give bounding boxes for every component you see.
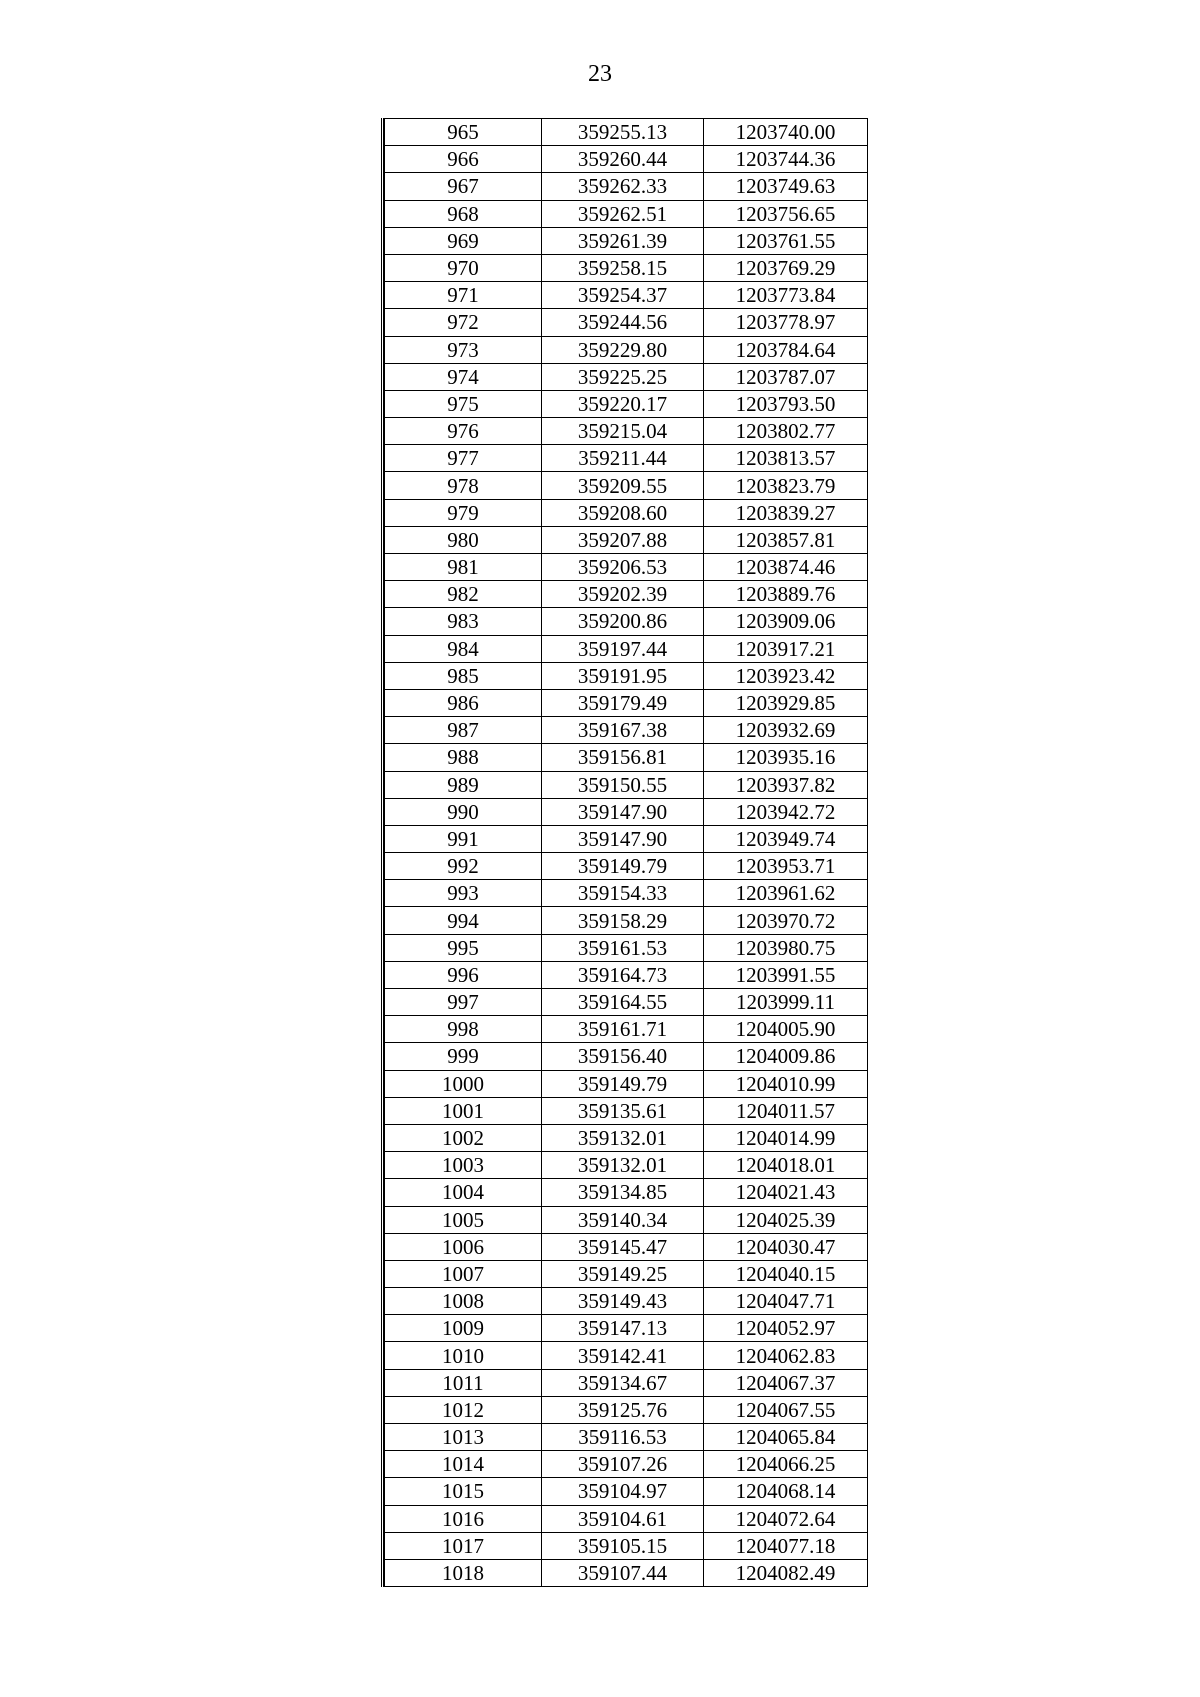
point-number-cell: 993 [385,880,542,907]
point-number-cell: 969 [385,227,542,254]
coordinates-table [384,118,868,1587]
x-coordinate-cell: 359145.47 [542,1233,704,1260]
x-coordinate-cell: 359107.26 [542,1451,704,1478]
x-coordinate-cell: 359150.55 [542,771,704,798]
y-coordinate-cell: 1203961.62 [704,880,868,907]
x-coordinate-cell: 359107.44 [542,1559,704,1586]
y-coordinate-cell: 1204005.90 [704,1016,868,1043]
y-coordinate-cell: 1203980.75 [704,934,868,961]
point-number-cell: 1017 [385,1532,542,1559]
x-coordinate-cell: 359254.37 [542,282,704,309]
y-coordinate-cell: 1203784.64 [704,336,868,363]
table-row [385,907,868,934]
coordinates-table-container [381,118,868,1587]
table-row [385,662,868,689]
point-number-cell: 1006 [385,1233,542,1260]
x-coordinate-cell: 359164.73 [542,961,704,988]
page-number: 23 [588,61,612,87]
point-number-cell: 980 [385,526,542,553]
table-row [385,1532,868,1559]
x-coordinate-cell: 359149.79 [542,1070,704,1097]
x-coordinate-cell: 359262.51 [542,200,704,227]
x-coordinate-cell: 359105.15 [542,1532,704,1559]
point-number-cell: 977 [385,445,542,472]
point-number-cell: 1012 [385,1396,542,1423]
point-number-cell: 1002 [385,1124,542,1151]
point-number-cell: 989 [385,771,542,798]
x-coordinate-cell: 359154.33 [542,880,704,907]
table-row [385,1152,868,1179]
x-coordinate-cell: 359229.80 [542,336,704,363]
point-number-cell: 999 [385,1043,542,1070]
y-coordinate-cell: 1203874.46 [704,554,868,581]
point-number-cell: 970 [385,254,542,281]
point-number-cell: 972 [385,309,542,336]
y-coordinate-cell: 1204040.15 [704,1260,868,1287]
table-row [385,798,868,825]
y-coordinate-cell: 1203999.11 [704,989,868,1016]
x-coordinate-cell: 359147.90 [542,798,704,825]
y-coordinate-cell: 1203769.29 [704,254,868,281]
y-coordinate-cell: 1204068.14 [704,1478,868,1505]
point-number-cell: 1005 [385,1206,542,1233]
table-row [385,635,868,662]
y-coordinate-cell: 1203793.50 [704,390,868,417]
y-coordinate-cell: 1203839.27 [704,499,868,526]
x-coordinate-cell: 359149.79 [542,853,704,880]
table-row [385,336,868,363]
table-row [385,146,868,173]
y-coordinate-cell: 1203740.00 [704,119,868,146]
point-number-cell: 983 [385,608,542,635]
x-coordinate-cell: 359156.40 [542,1043,704,1070]
x-coordinate-cell: 359104.61 [542,1505,704,1532]
y-coordinate-cell: 1203942.72 [704,798,868,825]
y-coordinate-cell: 1203773.84 [704,282,868,309]
y-coordinate-cell: 1204014.99 [704,1124,868,1151]
point-number-cell: 1001 [385,1097,542,1124]
table-row [385,309,868,336]
point-number-cell: 1008 [385,1288,542,1315]
point-number-cell: 971 [385,282,542,309]
x-coordinate-cell: 359208.60 [542,499,704,526]
y-coordinate-cell: 1203909.06 [704,608,868,635]
table-row [385,472,868,499]
x-coordinate-cell: 359191.95 [542,662,704,689]
point-number-cell: 974 [385,363,542,390]
y-coordinate-cell: 1204047.71 [704,1288,868,1315]
x-coordinate-cell: 359125.76 [542,1396,704,1423]
point-number-cell: 991 [385,825,542,852]
table-row [385,254,868,281]
table-row [385,1070,868,1097]
x-coordinate-cell: 359116.53 [542,1424,704,1451]
table-row [385,853,868,880]
x-coordinate-cell: 359260.44 [542,146,704,173]
x-coordinate-cell: 359147.90 [542,825,704,852]
table-row [385,1288,868,1315]
table-row [385,363,868,390]
x-coordinate-cell: 359179.49 [542,689,704,716]
table-row [385,200,868,227]
y-coordinate-cell: 1204072.64 [704,1505,868,1532]
table-row [385,554,868,581]
x-coordinate-cell: 359132.01 [542,1152,704,1179]
point-number-cell: 1000 [385,1070,542,1097]
table-row [385,989,868,1016]
point-number-cell: 973 [385,336,542,363]
table-row [385,1396,868,1423]
y-coordinate-cell: 1204025.39 [704,1206,868,1233]
y-coordinate-cell: 1203970.72 [704,907,868,934]
point-number-cell: 997 [385,989,542,1016]
y-coordinate-cell: 1203761.55 [704,227,868,254]
table-row [385,1478,868,1505]
y-coordinate-cell: 1203756.65 [704,200,868,227]
point-number-cell: 1014 [385,1451,542,1478]
coordinates-table-body [385,119,868,1587]
x-coordinate-cell: 359135.61 [542,1097,704,1124]
y-coordinate-cell: 1204066.25 [704,1451,868,1478]
table-row [385,173,868,200]
point-number-cell: 988 [385,744,542,771]
point-number-cell: 998 [385,1016,542,1043]
x-coordinate-cell: 359261.39 [542,227,704,254]
x-coordinate-cell: 359156.81 [542,744,704,771]
point-number-cell: 1003 [385,1152,542,1179]
point-number-cell: 1011 [385,1369,542,1396]
x-coordinate-cell: 359209.55 [542,472,704,499]
table-row [385,1097,868,1124]
table-row [385,282,868,309]
y-coordinate-cell: 1203787.07 [704,363,868,390]
x-coordinate-cell: 359134.67 [542,1369,704,1396]
x-coordinate-cell: 359220.17 [542,390,704,417]
x-coordinate-cell: 359215.04 [542,418,704,445]
y-coordinate-cell: 1203923.42 [704,662,868,689]
point-number-cell: 990 [385,798,542,825]
y-coordinate-cell: 1204082.49 [704,1559,868,1586]
table-row [385,1206,868,1233]
point-number-cell: 1015 [385,1478,542,1505]
table-row [385,1233,868,1260]
x-coordinate-cell: 359161.53 [542,934,704,961]
table-row [385,1369,868,1396]
y-coordinate-cell: 1204009.86 [704,1043,868,1070]
y-coordinate-cell: 1204010.99 [704,1070,868,1097]
point-number-cell: 992 [385,853,542,880]
table-row [385,418,868,445]
x-coordinate-cell: 359225.25 [542,363,704,390]
x-coordinate-cell: 359258.15 [542,254,704,281]
x-coordinate-cell: 359147.13 [542,1315,704,1342]
x-coordinate-cell: 359200.86 [542,608,704,635]
point-number-cell: 1018 [385,1559,542,1586]
table-row [385,717,868,744]
table-row [385,880,868,907]
table-row [385,1124,868,1151]
y-coordinate-cell: 1203932.69 [704,717,868,744]
point-number-cell: 967 [385,173,542,200]
y-coordinate-cell: 1204062.83 [704,1342,868,1369]
table-row [385,526,868,553]
x-coordinate-cell: 359140.34 [542,1206,704,1233]
point-number-cell: 979 [385,499,542,526]
y-coordinate-cell: 1203778.97 [704,309,868,336]
table-row [385,961,868,988]
table-row [385,1559,868,1586]
x-coordinate-cell: 359161.71 [542,1016,704,1043]
table-row [385,1260,868,1287]
table-row [385,1179,868,1206]
y-coordinate-cell: 1204067.37 [704,1369,868,1396]
table-row [385,934,868,961]
point-number-cell: 976 [385,418,542,445]
table-row [385,825,868,852]
x-coordinate-cell: 359211.44 [542,445,704,472]
point-number-cell: 975 [385,390,542,417]
point-number-cell: 996 [385,961,542,988]
point-number-cell: 965 [385,119,542,146]
table-row [385,608,868,635]
x-coordinate-cell: 359244.56 [542,309,704,336]
y-coordinate-cell: 1203935.16 [704,744,868,771]
y-coordinate-cell: 1203929.85 [704,689,868,716]
table-row [385,1016,868,1043]
x-coordinate-cell: 359104.97 [542,1478,704,1505]
y-coordinate-cell: 1203937.82 [704,771,868,798]
point-number-cell: 966 [385,146,542,173]
point-number-cell: 1016 [385,1505,542,1532]
y-coordinate-cell: 1203917.21 [704,635,868,662]
point-number-cell: 987 [385,717,542,744]
x-coordinate-cell: 359149.43 [542,1288,704,1315]
table-row [385,771,868,798]
table-row [385,119,868,146]
table-row [385,227,868,254]
y-coordinate-cell: 1203857.81 [704,526,868,553]
y-coordinate-cell: 1204077.18 [704,1532,868,1559]
y-coordinate-cell: 1203749.63 [704,173,868,200]
table-row [385,1424,868,1451]
x-coordinate-cell: 359202.39 [542,581,704,608]
point-number-cell: 1009 [385,1315,542,1342]
point-number-cell: 981 [385,554,542,581]
point-number-cell: 1004 [385,1179,542,1206]
table-row [385,581,868,608]
y-coordinate-cell: 1204052.97 [704,1315,868,1342]
x-coordinate-cell: 359132.01 [542,1124,704,1151]
y-coordinate-cell: 1203744.36 [704,146,868,173]
y-coordinate-cell: 1203949.74 [704,825,868,852]
x-coordinate-cell: 359255.13 [542,119,704,146]
y-coordinate-cell: 1204011.57 [704,1097,868,1124]
y-coordinate-cell: 1203823.79 [704,472,868,499]
table-row [385,1315,868,1342]
x-coordinate-cell: 359262.33 [542,173,704,200]
x-coordinate-cell: 359134.85 [542,1179,704,1206]
table-row [385,1043,868,1070]
table-row [385,689,868,716]
x-coordinate-cell: 359207.88 [542,526,704,553]
point-number-cell: 968 [385,200,542,227]
y-coordinate-cell: 1204067.55 [704,1396,868,1423]
table-row [385,1505,868,1532]
table-row [385,445,868,472]
x-coordinate-cell: 359197.44 [542,635,704,662]
table-row [385,1342,868,1369]
x-coordinate-cell: 359206.53 [542,554,704,581]
x-coordinate-cell: 359158.29 [542,907,704,934]
point-number-cell: 984 [385,635,542,662]
y-coordinate-cell: 1204030.47 [704,1233,868,1260]
y-coordinate-cell: 1203991.55 [704,961,868,988]
point-number-cell: 978 [385,472,542,499]
table-row [385,1451,868,1478]
point-number-cell: 985 [385,662,542,689]
point-number-cell: 1013 [385,1424,542,1451]
point-number-cell: 994 [385,907,542,934]
x-coordinate-cell: 359167.38 [542,717,704,744]
point-number-cell: 1007 [385,1260,542,1287]
y-coordinate-cell: 1203813.57 [704,445,868,472]
y-coordinate-cell: 1204065.84 [704,1424,868,1451]
y-coordinate-cell: 1203953.71 [704,853,868,880]
table-row [385,744,868,771]
table-row [385,390,868,417]
y-coordinate-cell: 1204018.01 [704,1152,868,1179]
y-coordinate-cell: 1203889.76 [704,581,868,608]
y-coordinate-cell: 1204021.43 [704,1179,868,1206]
y-coordinate-cell: 1203802.77 [704,418,868,445]
x-coordinate-cell: 359164.55 [542,989,704,1016]
point-number-cell: 995 [385,934,542,961]
point-number-cell: 982 [385,581,542,608]
table-row [385,499,868,526]
x-coordinate-cell: 359149.25 [542,1260,704,1287]
x-coordinate-cell: 359142.41 [542,1342,704,1369]
point-number-cell: 986 [385,689,542,716]
point-number-cell: 1010 [385,1342,542,1369]
